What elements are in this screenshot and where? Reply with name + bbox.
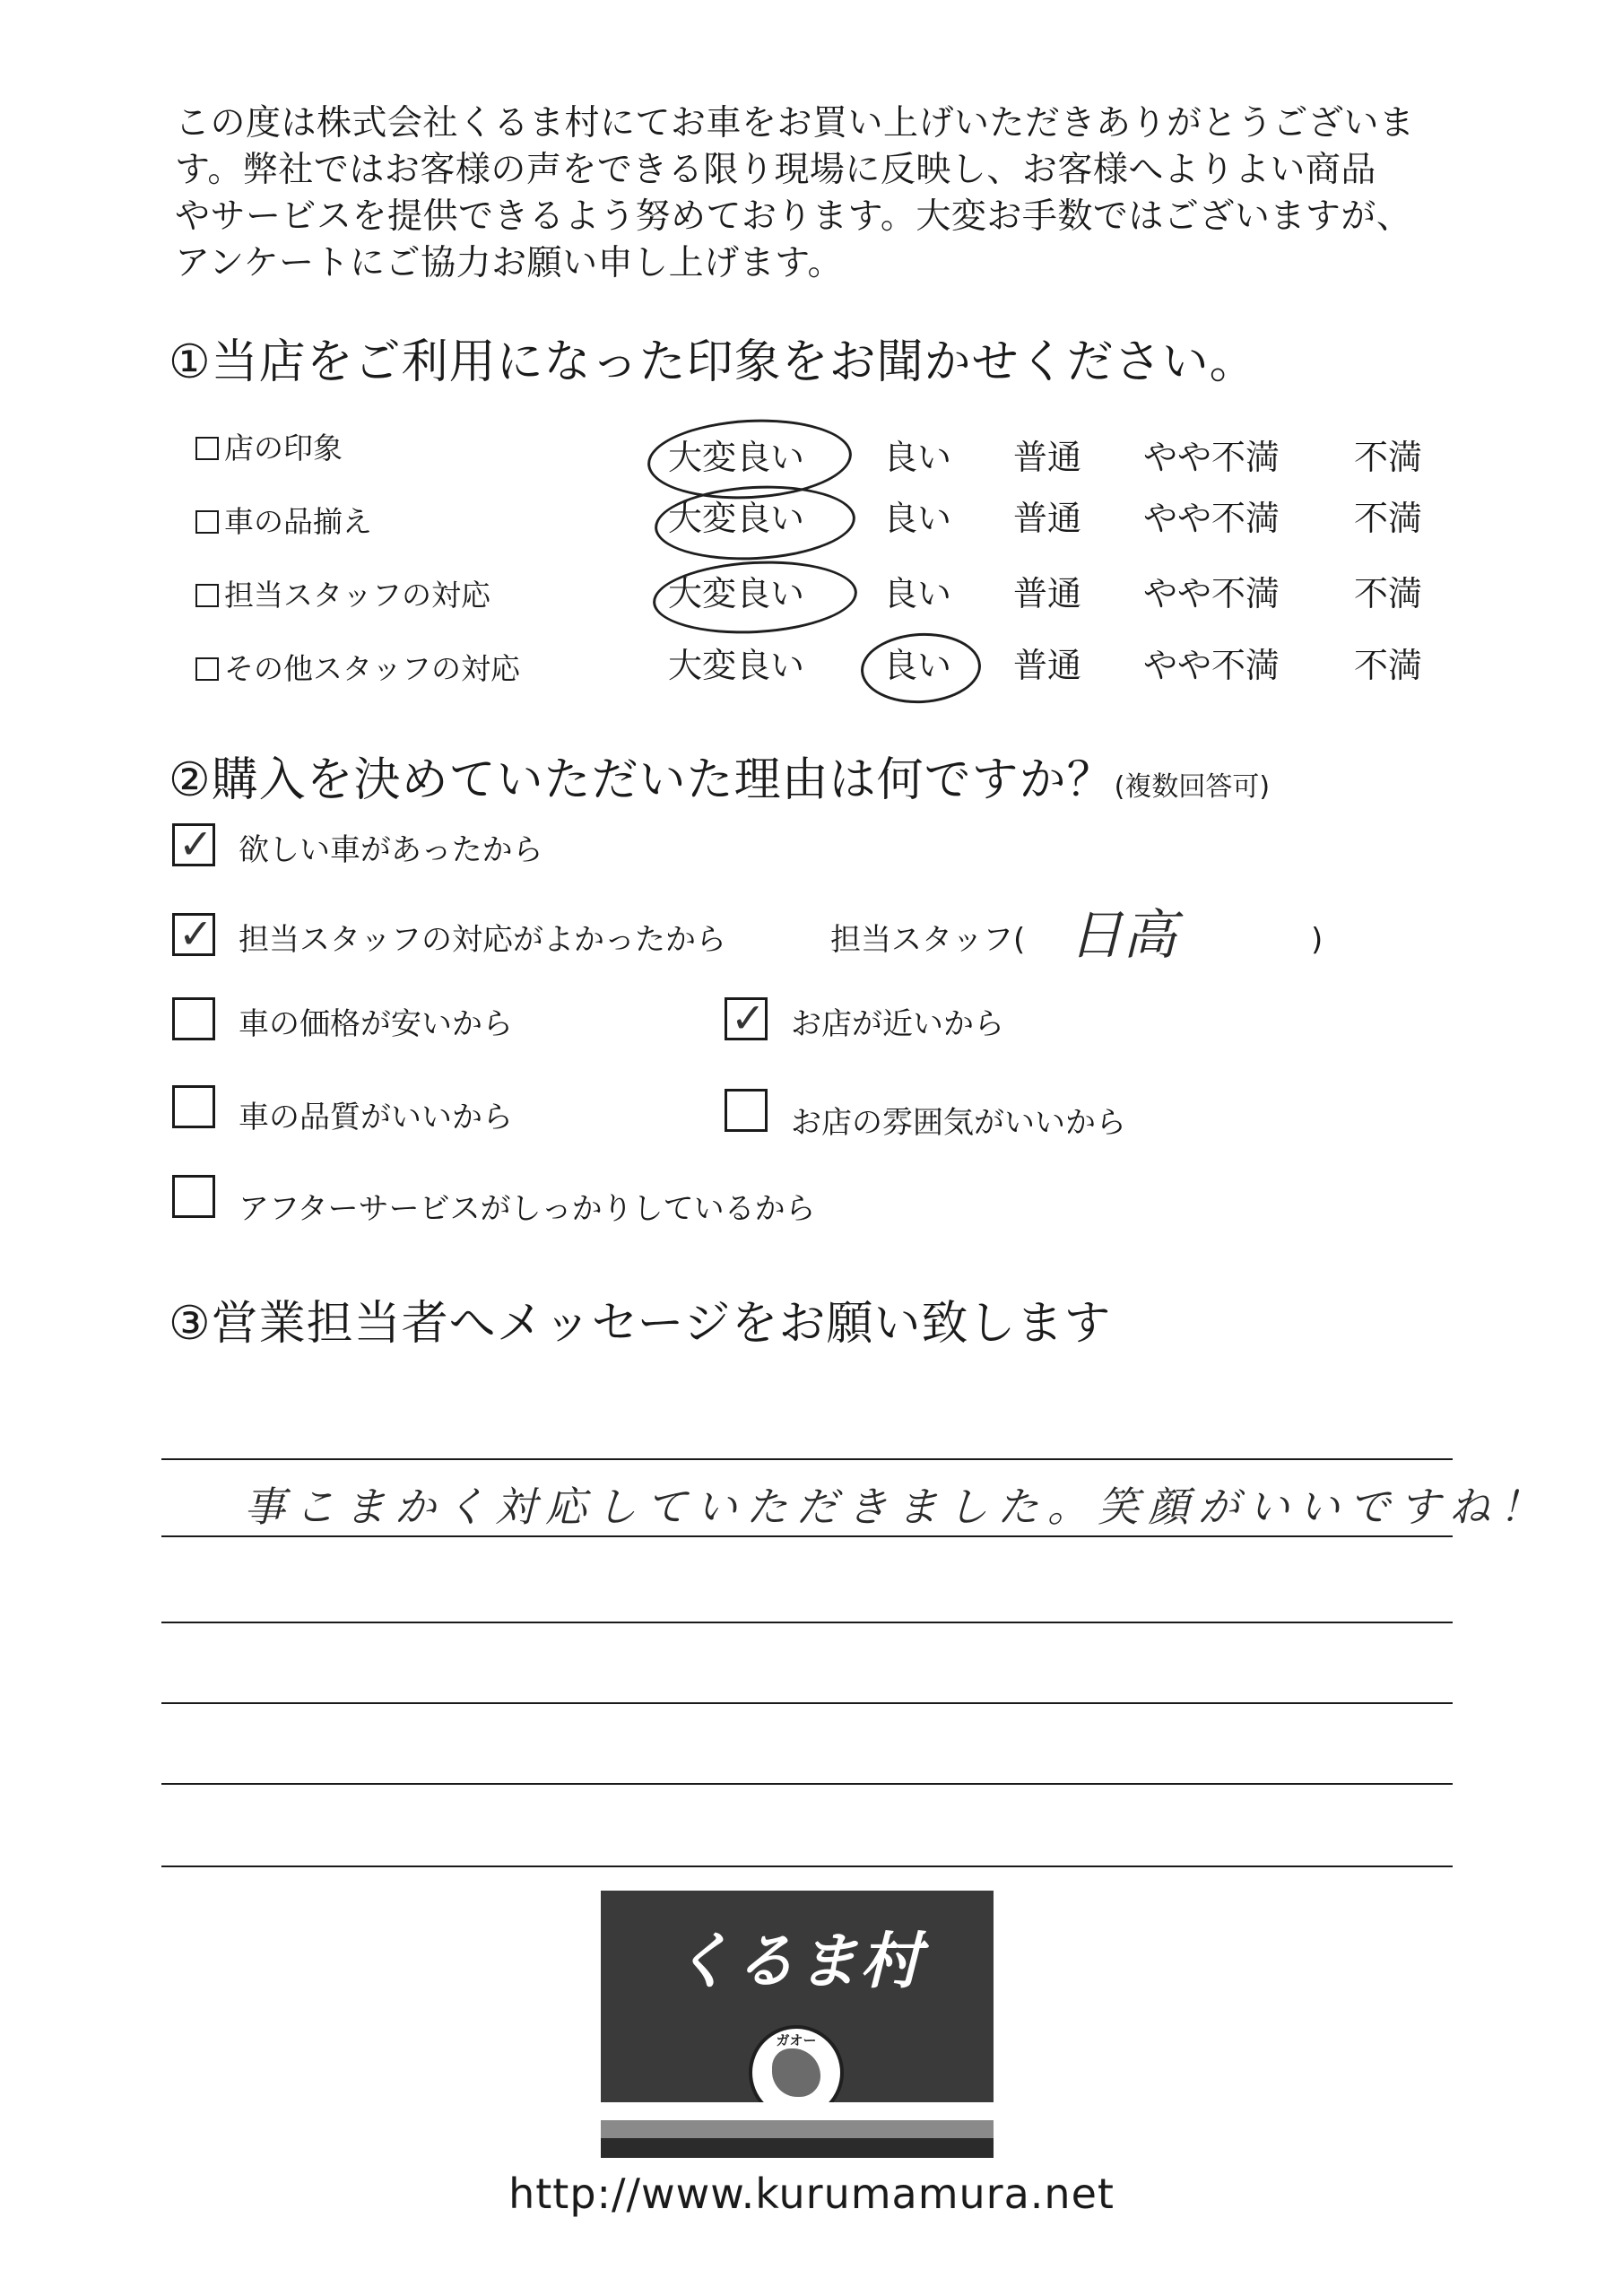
option-good[interactable]: 良い — [883, 499, 952, 538]
intro-line: アンケートにご協力お願い申し上げます。 — [175, 243, 844, 283]
checkmark-icon: ✓ — [178, 820, 213, 868]
message-line — [161, 1622, 1453, 1623]
reason-checkbox[interactable] — [172, 1175, 215, 1218]
message-handwritten[interactable]: 事こまかく対応していただきました。笑顔がいいですね！ — [244, 1483, 1549, 1531]
impression-label-text: その他スタッフの対応 — [224, 651, 520, 686]
section2-title — [169, 752, 1270, 816]
section1-title: ①当店をご利用になった印象をお聞かせください。 — [169, 335, 1257, 389]
checkbox-square-icon — [195, 584, 219, 607]
selection-circle — [651, 556, 859, 639]
intro-paragraph — [175, 100, 1457, 287]
impression-row-label — [195, 649, 520, 689]
mascot-body — [772, 2048, 820, 2097]
checkmark-icon: ✓ — [178, 909, 213, 958]
option-somewhat-dissatisfied[interactable]: やや不満 — [1143, 499, 1280, 538]
option-very-good[interactable]: 大変良い — [668, 574, 805, 613]
option-good[interactable]: 良い — [883, 438, 952, 477]
impression-label-text: 店の印象 — [224, 430, 343, 465]
option-normal[interactable]: 普通 — [1013, 499, 1082, 538]
reason-checkbox[interactable] — [172, 820, 215, 868]
reason-checkbox[interactable] — [172, 1085, 215, 1128]
option-somewhat-dissatisfied[interactable]: やや不満 — [1143, 438, 1280, 477]
staff-label-close: ) — [1311, 922, 1324, 958]
message-line — [161, 1866, 1453, 1867]
kurumamura-logo — [601, 1891, 994, 2158]
staff-label: 担当スタッフ( — [830, 922, 1026, 958]
mascot-text: ガオー — [776, 2032, 817, 2048]
selection-circle — [859, 631, 983, 707]
option-somewhat-dissatisfied[interactable]: やや不満 — [1143, 646, 1280, 685]
checkmark-icon: ✓ — [731, 994, 766, 1042]
impression-row-label — [195, 429, 343, 468]
message-line — [161, 1535, 1453, 1537]
section2-title-text: ②購入を決めていただいた理由は何ですか？ — [169, 753, 1115, 807]
option-normal[interactable]: 普通 — [1013, 574, 1082, 613]
logo-brand-text: くるま村 — [671, 1926, 923, 1997]
message-line — [161, 1702, 1453, 1704]
option-good[interactable]: 良い — [883, 646, 952, 685]
reason-checkbox[interactable] — [725, 994, 768, 1042]
reason-label: アフターサービスがしっかりしているから — [239, 1191, 816, 1227]
option-normal[interactable]: 普通 — [1013, 438, 1082, 477]
option-normal[interactable]: 普通 — [1013, 646, 1082, 685]
impression-label-text: 車の品揃え — [224, 504, 372, 539]
impression-row-label — [195, 502, 372, 542]
logo-stripe — [601, 2102, 994, 2120]
option-good[interactable]: 良い — [883, 574, 952, 613]
intro-line: やサービスを提供できるよう努めております。大変お手数ではございますが、 — [175, 196, 1412, 237]
checkbox-square-icon — [195, 510, 219, 534]
reason-checkbox[interactable] — [725, 1089, 768, 1132]
section2-note: (複数回答可) — [1114, 771, 1271, 803]
reason-checkbox[interactable] — [172, 909, 215, 958]
section3-title: ③営業担当者へメッセージをお願い致します — [169, 1297, 1112, 1351]
reason-label: お店の雰囲気がいいから — [791, 1105, 1126, 1141]
message-line — [161, 1783, 1453, 1785]
logo-stripe — [601, 2120, 994, 2138]
option-very-good[interactable]: 大変良い — [668, 646, 805, 685]
option-dissatisfied[interactable]: 不満 — [1354, 438, 1423, 477]
reason-checkbox[interactable] — [172, 997, 215, 1040]
message-line — [161, 1458, 1453, 1460]
option-dissatisfied[interactable]: 不満 — [1354, 499, 1423, 538]
selection-circle — [653, 481, 857, 565]
intro-line: す。弊社ではお客様の声をできる限り現場に反映し、お客様へよりよい商品 — [175, 150, 1376, 190]
reason-label: 欲しい車があったから — [239, 832, 543, 868]
impression-row-label — [195, 576, 490, 615]
option-somewhat-dissatisfied[interactable]: やや不満 — [1143, 574, 1280, 613]
intro-line: この度は株式会社くるま村にてお車をお買い上げいただきありがとうございま — [175, 103, 1415, 144]
option-very-good[interactable]: 大変良い — [668, 438, 805, 477]
reason-label: 車の品質がいいから — [239, 1100, 513, 1135]
option-very-good[interactable]: 大変良い — [668, 499, 805, 538]
option-dissatisfied[interactable]: 不満 — [1354, 574, 1423, 613]
reason-label: 車の価格が安いから — [239, 1006, 513, 1042]
reason-label: 担当スタッフの対応がよかったから — [239, 922, 726, 958]
logo-stripe — [601, 2138, 994, 2158]
impression-label-text: 担当スタッフの対応 — [224, 578, 490, 613]
checkbox-square-icon — [195, 657, 219, 681]
option-dissatisfied[interactable]: 不満 — [1354, 646, 1423, 685]
staff-name-handwritten[interactable]: 日高 — [1069, 904, 1176, 967]
reason-label: お店が近いから — [791, 1006, 1004, 1042]
footer-url[interactable]: http://www.kurumamura.net — [508, 2170, 1115, 2218]
checkbox-square-icon — [195, 437, 219, 460]
